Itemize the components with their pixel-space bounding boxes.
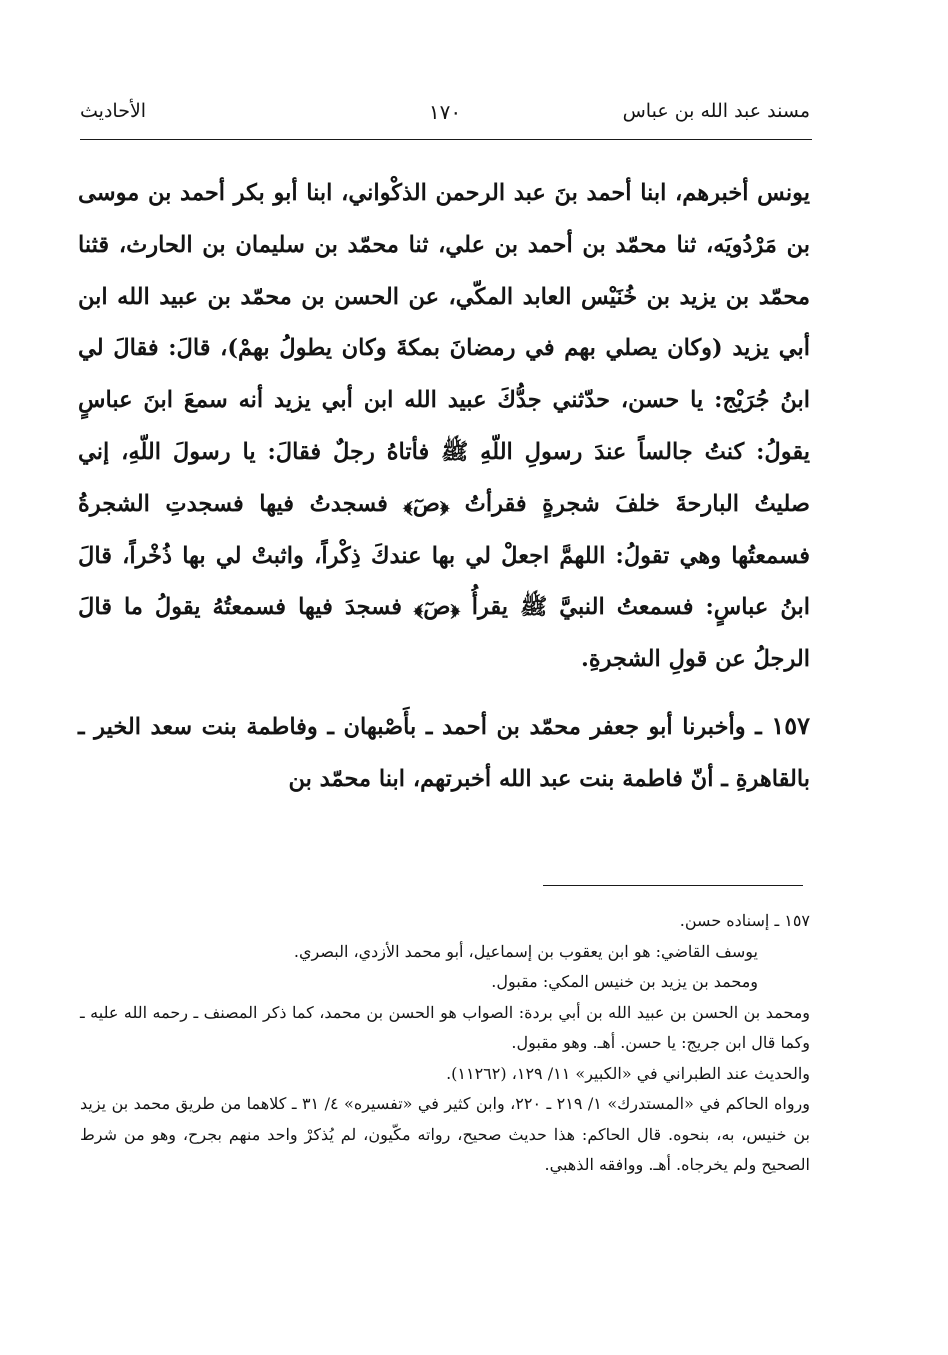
footnote-line: يوسف القاضي: هو ابن يعقوب بن إسماعيل، أبو محمد الأزدي، البصري.	[293, 941, 758, 961]
header-rule	[80, 139, 812, 140]
hadith-157-text: ـ وأخبرنا أبو جعفر محمّد بن أحمد ـ بأَصْبهان ـ وفاطمة بنت سعد الخير ـ بالقاهرةِ ـ أنّ فاطمة بنت عبد الله أخبرتهم، ابنا محمّد بن	[78, 713, 810, 792]
footnotes	[80, 906, 810, 1181]
hadith-continuation: يونس أخبرهم، ابنا أحمد بنَ عبد الرحمن الذكْواني، ابنا أبو بكر أحمد بن موسى بن مَرْدُويَه، ثنا محمّد بن أحمد بن علي، ثنا محمّد بن سليمان بن الحارث، قثنا محمّد بن يزيد بن خُنَيْس العابد المكّي، عن الحسن بن محمّد بن عبيد الله ابن أبي يزيد (وكان يصلي بهم في رمضانَ بمكةَ وكان يطولُ بهمْ)، قالَ: فقالَ لي ابنُ جُرَيْج: يا حسن، حدّثني جدُّكَ عبيد الله ابن أبي يزيد أنه سمعَ ابنَ عباسٍ يقولُ: كنتُ جالساً عندَ رسولِ اللّهِ ﷺ فأتاهُ رجلٌ فقالَ: يا رسولَ اللّهِ، إني صليتُ البارحةَ خلفَ شجرةٍ فقرأتُ ﴿صٓ﴾ فسجدتُ فيها فسجدتِ الشجرةُ فسمعتُها وهي تقولُ: اللهمَّ اجعلْ لي بها عندكَ ذِكْراً، واثبتْ لي بها ذُخْراً، قالَ ابنُ عباسٍ: فسمعتُ النبيَّ ﷺ يقرأُ ﴿صٓ﴾ فسجدَ فيها فسمعتُهُ يقولُ ما قالَ الرجلُ عن قولِ الشجرةِ.	[78, 180, 810, 673]
footnote-line: ورواه الحاكم في «المستدرك» ١/ ٢١٩ ـ ٢٢٠، وابن كثير في «تفسيره» ٤/ ٣١ ـ كلاهما من طريق محمد بن يزيد بن خنيس، به، بنحوه. قال الحاكم: هذا حديث صحيح، رواته مكّيون، لم يُذكرْ واحد منهم بجرح، وهو من شرط الصحيح ولم يخرجاه. أهـ. ووافقه الذهبي.	[80, 1094, 810, 1174]
footnote-line: والحديث عند الطبراني في «الكبير» ١١/ ١٢٩، (١١٢٦٢).	[446, 1063, 810, 1083]
footnote-line: ومحمد بن يزيد بن خنيس المكي: مقبول.	[491, 972, 758, 991]
footnote-line: ١٥٧ ـ إسناده حسن.	[679, 911, 810, 930]
hadith-number: ١٥٧	[771, 710, 810, 740]
footnote-line: ومحمد بن الحسن بن عبيد الله بن أبي بردة: الصواب هو الحسن بن محمد، كما ذكر المصنف ـ رحمه الله عليه ـ وكما قال ابن جريج: يا حسن. أهـ. وهو مقبول.	[80, 1002, 810, 1052]
page-number: ١٧٠	[428, 100, 462, 124]
book-title: مسند عبد الله بن عباس	[622, 100, 810, 122]
footnote-rule	[543, 885, 803, 886]
main-text	[78, 168, 810, 806]
hadith-157	[78, 700, 810, 806]
section-title: الأحاديث	[80, 100, 147, 122]
running-header	[80, 100, 810, 140]
